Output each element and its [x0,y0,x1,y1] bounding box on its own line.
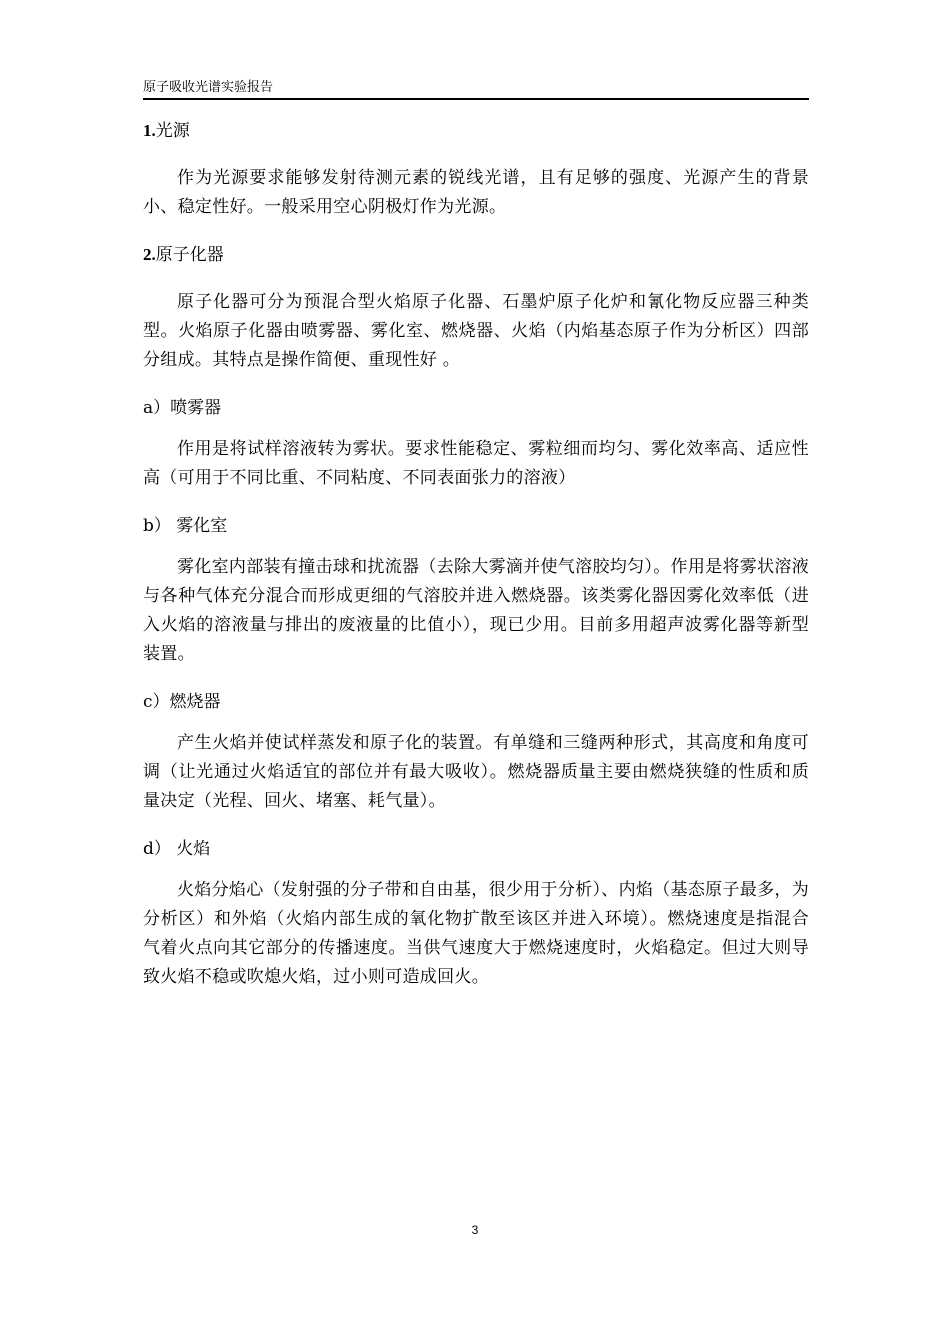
subsection-heading-flame: d） 火焰 [143,839,211,859]
section-heading-atomizer [143,242,809,268]
subsection-paragraph-flame: 火焰分焰心（发射强的分子带和自由基，很少用于分析）、内焰（基态原子最多，为分析区）和外焰（火焰内部生成的氧化物扩散至该区并进入环境）。燃烧速度是指混合气着火点向其它部分的传播速度。当供气速度大于燃烧速度时，火焰稳定。但过大则导致火焰不稳或吹熄火焰，过小则可造成回火。 [143,880,809,987]
section-title: 原子化器 [155,245,224,265]
section-paragraph-light-source: 作为光源要求能够发射待测元素的锐线光谱，且有足够的强度、光源产生的背景小、稳定性好。一般采用空心阴极灯作为光源。 [143,168,809,217]
subsection-heading-burner: c）燃烧器 [143,692,221,712]
subsection-heading-spray-chamber: b） 雾化室 [143,516,228,536]
section-title: 光源 [155,121,190,141]
page-content [143,118,809,1012]
section-heading-light-source [143,118,809,144]
subsection-paragraph-nebulizer: 作用是将试样溶液转为雾状。要求性能稳定、雾粒细而均匀、雾化效率高、适应性高（可用于不同比重、不同粘度、不同表面张力的溶液） [143,439,809,488]
running-header: 原子吸收光谱实验报告 [143,78,809,100]
subsection-paragraph-spray-chamber: 雾化室内部装有撞击球和扰流器（去除大雾滴并使气溶胶均匀）。作用是将雾状溶液与各种气体充分混合而形成更细的气溶胶并进入燃烧器。该类雾化器因雾化效率低（进入火焰的溶液量与排出的废液量的比值小），现已少用。目前多用超声波雾化器等新型装置。 [143,557,809,664]
page-number: 3 [471,1223,479,1237]
section-number: 1. [143,121,156,140]
subsection-paragraph-burner: 产生火焰并使试样蒸发和原子化的装置。有单缝和三缝两种形式，其高度和角度可调（让光通过火焰适宜的部位并有最大吸收）。燃烧器质量主要由燃烧狭缝的性质和质量决定（光程、回火、堵塞、耗气量）。 [143,733,809,811]
section-number: 2. [143,245,156,264]
subsection-heading-nebulizer: a）喷雾器 [143,398,222,418]
section-paragraph-atomizer: 原子化器可分为预混合型火焰原子化器、石墨炉原子化炉和氰化物反应器三种类型。火焰原子化器由喷雾器、雾化室、燃烧器、火焰（内焰基态原子作为分析区）四部分组成。其特点是操作简便、重现性好 。 [143,292,809,370]
